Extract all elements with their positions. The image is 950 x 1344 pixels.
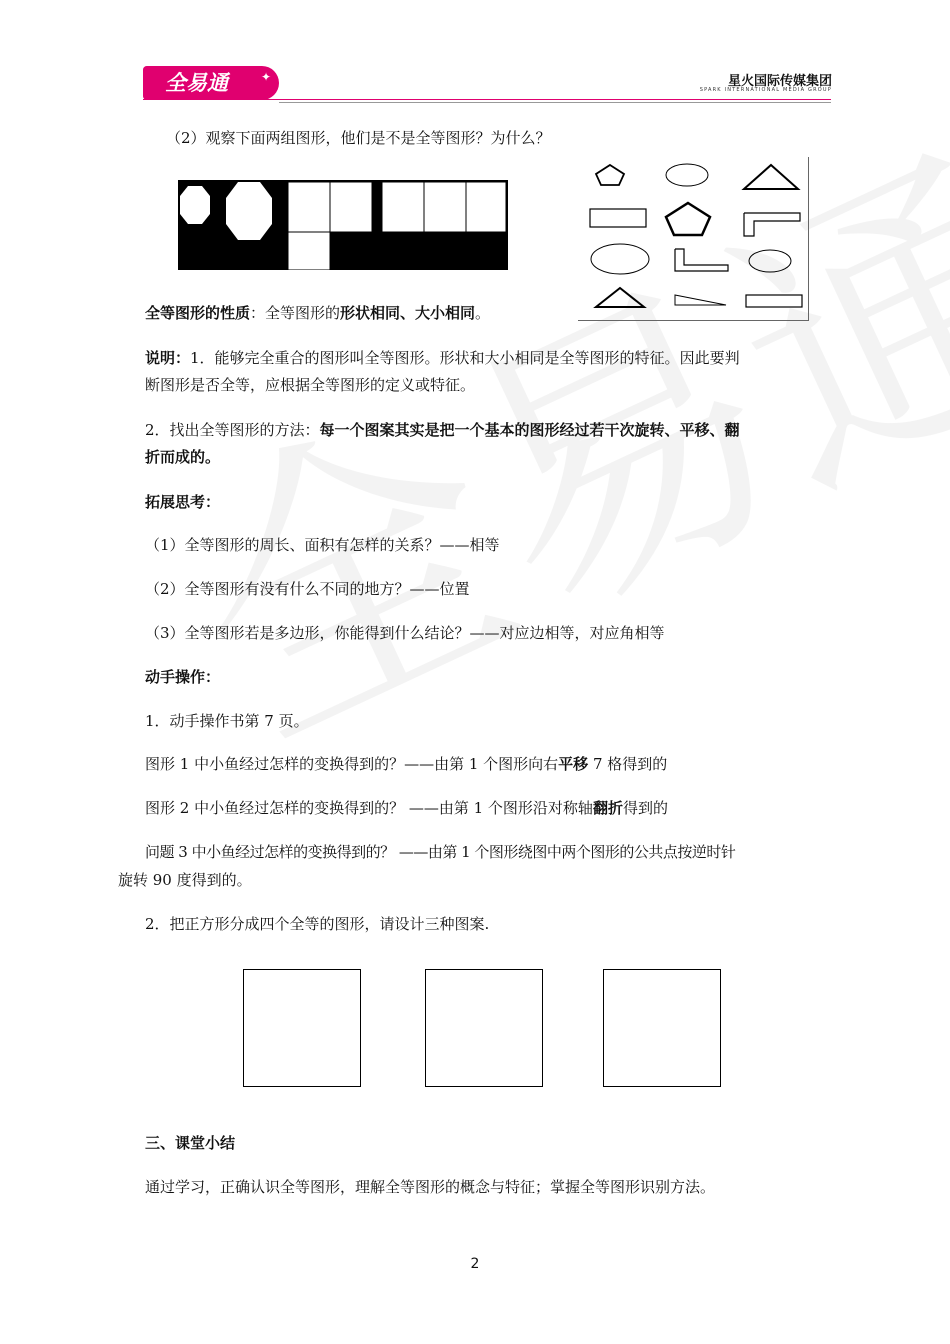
square-5 <box>424 182 466 232</box>
l-shape-2 <box>675 249 728 271</box>
property-bold: 形状相同、大小相同 <box>340 304 476 322</box>
property-colon: ：全等图形的 <box>250 304 341 322</box>
property-end: 。 <box>475 304 491 322</box>
handson-item-2: 2．把正方形分成四个全等的图形，请设计三种图案. <box>145 915 490 933</box>
fig1-post: 7 格得到的 <box>588 755 668 773</box>
extend-item-3: （3）全等图形若是多边形，你能得到什么结论？——对应边相等，对应角相等 <box>145 624 665 642</box>
fig2-line <box>145 796 668 820</box>
ellipse-medium <box>749 250 791 272</box>
triangle-2 <box>596 288 644 307</box>
sparkle-icon: ✦ <box>260 70 271 84</box>
fig2-post: 得到的 <box>622 799 668 817</box>
pentagon-large <box>666 203 710 235</box>
fig1-bold: 平移 <box>558 755 589 773</box>
method-prefix: 2．找出全等图形的方法： <box>145 421 320 439</box>
note-line-1 <box>145 346 740 370</box>
figure-group-left-svg <box>178 180 508 270</box>
handson-item-1: 1．动手操作书第 7 页。 <box>145 712 309 730</box>
question-2: （2）观察下面两组图形，他们是不是全等图形？为什么？ <box>166 129 551 147</box>
pentagon-small <box>596 165 624 185</box>
handson-title: 动手操作： <box>145 668 221 686</box>
method-bold-1: 每一个图案其实是把一个基本的图形经过若干次旋转、平移、翻 <box>319 421 740 439</box>
octagon-large <box>226 182 272 240</box>
fig2-bold: 翻折 <box>592 799 623 817</box>
header-rule <box>143 99 831 100</box>
fig1-line <box>145 752 667 776</box>
extend-item-1: （1）全等图形的周长、面积有怎样的关系？——相等 <box>145 536 500 554</box>
octagon-small <box>180 186 210 224</box>
rectangle-1 <box>590 209 646 227</box>
summary-text: 通过学习，正确认识全等图形，理解全等图形的概念与特征；掌握全等图形识别方法。 <box>145 1178 716 1196</box>
square-4 <box>382 182 424 232</box>
note-label: 说明： <box>145 349 191 367</box>
q3-line-1: 问题 3 中小鱼经过怎样的变换得到的？ ——由第 1 个图形绕图中两个图形的公共点按逆时针 <box>145 843 736 861</box>
method-line-2: 折而成的。 <box>145 448 221 466</box>
l-shape-1 <box>744 213 800 236</box>
design-square-3 <box>603 969 721 1087</box>
figure-group-left <box>178 180 508 270</box>
fig2-pre: 图形 2 中小鱼经过怎样的变换得到的？ ——由第 1 个图形沿对称轴 <box>145 799 593 817</box>
triangle-1 <box>744 165 798 189</box>
brand-logo <box>143 66 279 100</box>
ellipse-large <box>591 244 649 274</box>
note-line-2: 断图形是否全等，应根据全等图形的定义或特征。 <box>145 376 476 394</box>
design-square-2 <box>425 969 543 1087</box>
square-2 <box>330 182 372 232</box>
header-rule-secondary <box>279 102 831 103</box>
design-square-1 <box>243 969 361 1087</box>
logo-text: 全易通 <box>165 71 228 95</box>
brand-name-en: SPARK INTERNATIONAL MEDIA GROUP <box>699 87 832 93</box>
figure-group-right <box>578 157 809 321</box>
square-3 <box>288 232 330 270</box>
fig1-pre: 图形 1 中小鱼经过怎样的变换得到的？——由第 1 个图形向右 <box>145 755 559 773</box>
square-1 <box>288 182 330 232</box>
property-label: 全等图形的性质 <box>145 304 251 322</box>
rectangle-2 <box>746 295 802 307</box>
triangle-right <box>675 295 726 305</box>
method-line-1 <box>145 418 740 442</box>
note-text-1: 1．能够完全重合的图形叫全等图形。形状和大小相同是全等图形的特征。因此要判 <box>190 349 740 367</box>
property-line <box>145 301 490 325</box>
figure-group-right-svg <box>578 157 808 320</box>
summary-title: 三、课堂小结 <box>145 1134 236 1152</box>
page-number: 2 <box>470 1256 480 1272</box>
brand-name: 星火国际传媒集团 <box>727 74 832 89</box>
q3-line-2: 旋转 90 度得到的。 <box>118 871 252 889</box>
extend-title: 拓展思考： <box>145 493 221 511</box>
extend-item-2: （2）全等图形有没有什么不同的地方？——位置 <box>145 580 470 598</box>
square-6 <box>466 182 506 232</box>
ellipse-small <box>666 164 708 186</box>
